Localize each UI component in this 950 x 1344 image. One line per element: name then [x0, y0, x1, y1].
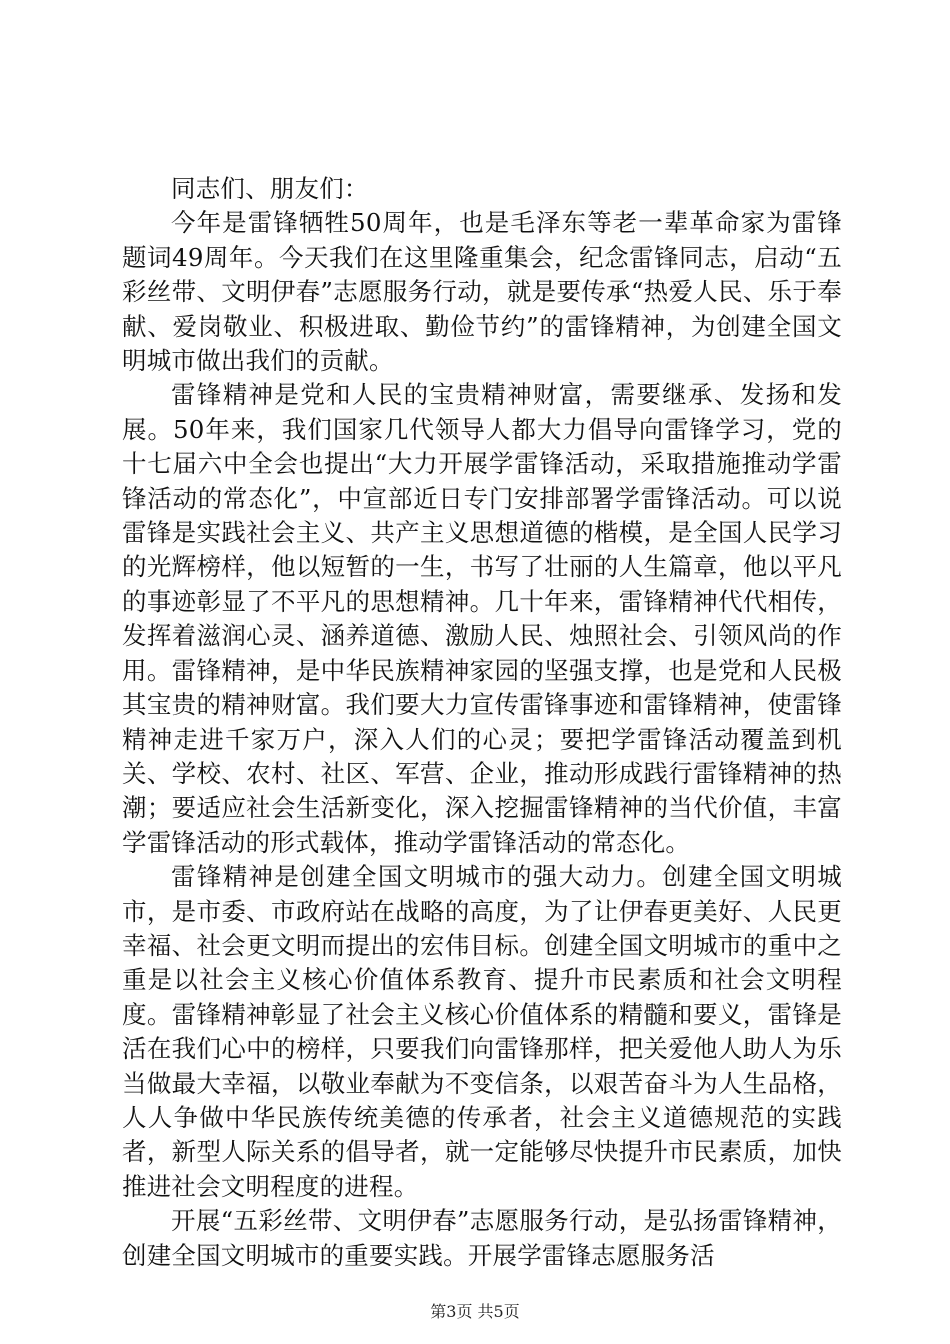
paragraph-4: 开展“五彩丝带、文明伊春”志愿服务行动，是弘扬雷锋精神，创建全国文明城市的重要实践。开展学雷锋志愿服务活 [122, 1206, 842, 1270]
paragraph-2: 雷锋精神是党和人民的宝贵精神财富，需要继承、发扬和发展。50年来，我们国家几代领导人都大力倡导向雷锋学习，党的十七届六中全会也提出“大力开展学雷锋活动，采取措施推动学雷锋活动的常态化”，中宣部近日专门安排部署学雷锋活动。可以说雷锋是实践社会主义、共产主义思想道德的楷模，是全国人民学习的光辉榜样，他以短暂的一生，书写了壮丽的人生篇章，他以平凡的事迹彰显了不平凡的思想精神。几十年来，雷锋精神代代相传，发挥着滋润心灵、涵养道德、激励人民、烛照社会、引领风尚的作用。雷锋精神，是中华民族精神家园的坚强支撑，也是党和人民极其宝贵的精神财富。我们要大力宣传雷锋事迹和雷锋精神，使雷锋精神走进千家万户，深入人们的心灵；要把学雷锋活动覆盖到机关、学校、农村、社区、军营、企业，推动形成践行雷锋精神的热潮；要适应社会生活新变化，深入挖掘雷锋精神的当代价值，丰富学雷锋活动的形式载体，推动学雷锋活动的常态化。 [122, 380, 842, 857]
greeting: 同志们、朋友们： [171, 174, 369, 203]
paragraph-1: 今年是雷锋牺牲50周年，也是毛泽东等老一辈革命家为雷锋题词49周年。今天我们在这里隆重集会，纪念雷锋同志，启动“五彩丝带、文明伊春”志愿服务行动，就是要传承“热爱人民、乐于奉献、爱岗敬业、积极进取、勤俭节约”的雷锋精神，为创建全国文明城市做出我们的贡献。 [122, 208, 842, 376]
document-body [122, 172, 842, 1273]
page-number: 第3页 共5页 [430, 1302, 520, 1321]
paragraph-3: 雷锋精神是创建全国文明城市的强大动力。创建全国文明城市，是市委、市政府站在战略的高度，为了让伊春更美好、人民更幸福、社会更文明而提出的宏伟目标。创建全国文明城市的重中之重是以社会主义核心价值体系教育、提升市民素质和社会文明程度。雷锋精神彰显了社会主义核心价值体系的精髓和要义，雷锋是活在我们心中的榜样，只要我们向雷锋那样，把关爱他人助人为乐当做最大幸福，以敬业奉献为不变信条，以艰苦奋斗为人生品格，人人争做中华民族传统美德的传承者，社会主义道德规范的实践者，新型人际关系的倡导者，就一定能够尽快提升市民素质，加快推进社会文明程度的进程。 [122, 862, 842, 1201]
page-footer [0, 1302, 950, 1322]
